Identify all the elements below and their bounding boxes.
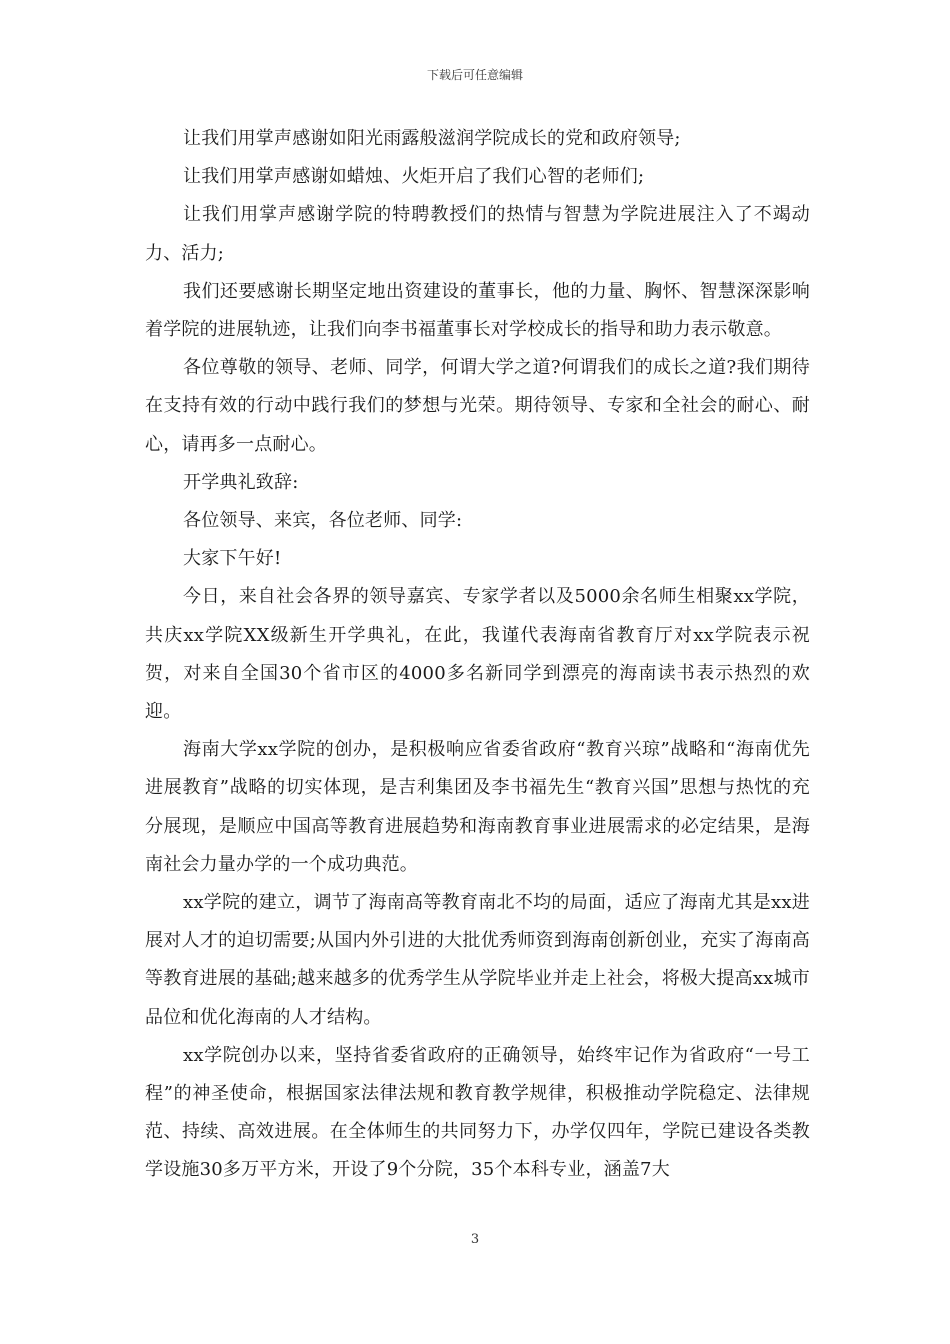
paragraph: 各位尊敬的领导、老师、同学，何谓大学之道?何谓我们的成长之道?我们期待在支持有效的行动中践行我们的梦想与光荣。期待领导、专家和全社会的耐心、耐心，请再多一点耐心。 — [145, 357, 810, 455]
paragraph: 让我们用掌声感谢如蜡烛、火炬开启了我们心智的老师们; — [183, 166, 645, 188]
paragraph: 开学典礼致辞: — [183, 471, 299, 493]
paragraph: 让我们用掌声感谢如阳光雨露般滋润学院成长的党和政府领导; — [183, 128, 681, 149]
page-header: 下载后可任意编辑 — [426, 68, 523, 82]
paragraph: 让我们用掌声感谢学院的特聘教授们的热情与智慧为学院进展注入了不竭动力、活力; — [145, 204, 810, 264]
paragraph: 各位领导、来宾，各位老师、同学: — [183, 510, 463, 532]
paragraph: 今日，来自社会各界的领导嘉宾、专家学者以及5000余名师生相聚xx学院，共庆xx学院XX级新生开学典礼，在此，我谨代表海南省教育厅对xx学院表示祝贺，对来自全国30个省市区的4000多名新同学到漂亮的海南读书表示热烈的欢迎。 — [145, 586, 810, 723]
page-number: 3 — [470, 1232, 480, 1247]
paragraph: xx学院创办以来，坚持省委省政府的正确领导，始终牢记作为省政府“一号工程”的神圣使命，根据国家法律法规和教育教学规律，积极推动学院稳定、法律规范、持续、高效进展。在全体师生的共同努力下，办学仅四年，学院已建设各类教学设施30多万平方米，开设了9个分院，35个本科专业，涵盖7大 — [145, 1044, 810, 1181]
paragraph: xx学院的建立，调节了海南高等教育南北不均的局面，适应了海南尤其是xx进展对人才的迫切需要;从国内外引进的大批优秀师资到海南创新创业，充实了海南高等教育进展的基础;越来越多的优秀学生从学院毕业并走上社会，将极大提高xx城市品位和优化海南的人才结构。 — [145, 892, 810, 1028]
paragraph: 我们还要感谢长期坚定地出资建设的董事长，他的力量、胸怀、智慧深深影响着学院的进展轨迹，让我们向李书福董事长对学校成长的指导和助力表示敬意。 — [145, 280, 810, 341]
paragraph: 大家下午好! — [183, 548, 282, 570]
paragraph: 海南大学xx学院的创办，是积极响应省委省政府“教育兴琼”战略和“海南优先进展教育”战略的切实体现，是吉利集团及李书福先生“教育兴国”思想与热忱的充分展现，是顺应中国高等教育进展趋势和海南教育事业进展需求的必定结果，是海南社会力量办学的一个成功典范。 — [145, 739, 810, 875]
document-body — [145, 120, 810, 1190]
